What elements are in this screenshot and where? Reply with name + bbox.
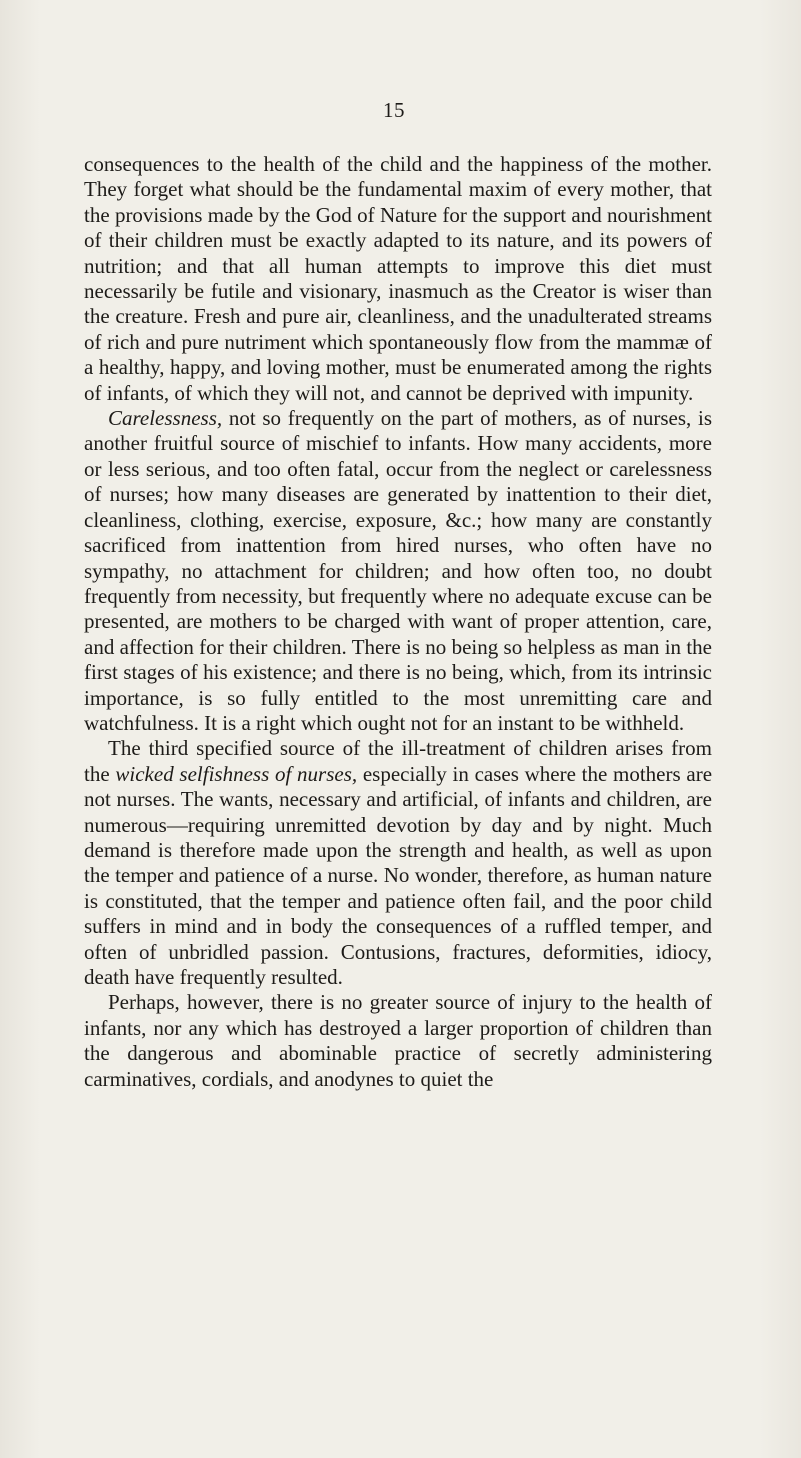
paragraph-4-text: Perhaps, however, there is no greater source of injury to the health of infants, nor any which has destroyed a larger proportion of children than the dangerous and abominable practice of secretly administering carminatives, cordials, and anodynes to quiet the: [84, 990, 712, 1091]
paragraph-3-text: especially in cases where the mothers are not nurses. The wants, necessary and artificial, of infants and children, are numerous—requiring unremitted devotion by day and by night. Much demand is therefore made upon the strength and health, as well as upon the temper and patience of a nurse. No wonder, therefore, as human nature is constituted, that the temper and patience often fail, and the poor child suffers in mind and in body the consequences of a ruffled temper, and often of unbridled passion. Contusions, fractures, deformities, idiocy, death have frequently resulted.: [84, 761, 713, 989]
paragraph-3-lead: The third specified source of the ill-treatment of children arises from the: [84, 736, 712, 786]
paragraph-1-text: consequences to the health of the child and the happiness of the mother. They forget what should be the fundamental maxim of every mother, that the provisions made by the God of Nature for the support and nourishment of their children must be exactly adapted to its nature, and its powers of nutrition; and that all human attempts to improve this diet must necessarily be futile and visionary, inasmuch as the Creator is wiser than the creature. Fresh and pure air, cleanliness, and the unadulterated streams of rich and pure nutriment which spontaneously flow from the mammæ of a healthy, happy, and loving mother, must be enumerated among the rights of infants, of which they will not, and cannot be deprived with impunity.: [84, 152, 712, 405]
body-text: [84, 152, 712, 1092]
paragraph-2-emphasis: Carelessness,: [108, 406, 223, 431]
paragraph-3-emphasis: wicked selfishness of nurses,: [115, 761, 358, 786]
page-number: 15: [383, 98, 405, 122]
paragraph-4: [84, 990, 712, 1092]
paragraph-1: [84, 152, 712, 406]
paragraph-3: [84, 736, 712, 990]
paragraph-2: [84, 406, 712, 736]
paragraph-2-text: not so frequently on the part of mothers, as of nurses, is another fruitful source of mischief to infants. How many accidents, more or less serious, and too often fatal, occur from the neglect or carelessness of nurses; how many diseases are generated by inattention to their diet, cleanliness, clothing, exercise, exposure, &c.; how many are constantly sacrificed from inattention from hired nurses, who often have no sympathy, no attachment for children; and how often too, no doubt frequently from necessity, but frequently where no adequate excuse can be presented, are mothers to be charged with want of proper attention, care, and affection for their children. There is no being so helpless as man in the first stages of his existence; and there is no being, which, from its intrinsic importance, is so fully entitled to the most unremitting care and watchfulness. It is a right which ought not for an instant to be withheld.: [84, 406, 712, 735]
